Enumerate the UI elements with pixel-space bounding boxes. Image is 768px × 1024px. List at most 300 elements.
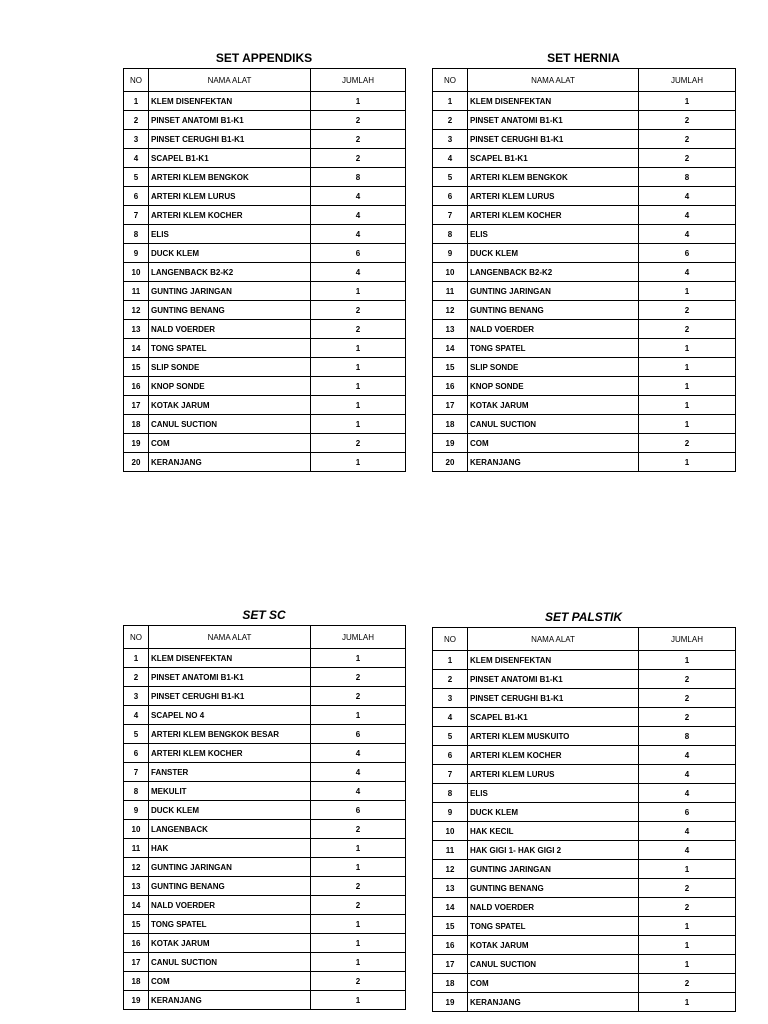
row-no: 2 [124, 668, 149, 687]
instrument-name: KOTAK JARUM [149, 396, 311, 415]
instrument-name: LANGENBACK B2-K2 [149, 263, 311, 282]
table-row [124, 858, 406, 877]
row-no: 12 [124, 858, 149, 877]
row-no: 3 [433, 130, 468, 149]
row-no: 7 [124, 206, 149, 225]
instrument-name: GUNTING BENANG [468, 879, 639, 898]
row-no: 12 [433, 301, 468, 320]
instrument-table [432, 68, 736, 472]
row-no: 7 [433, 765, 468, 784]
instrument-qty: 4 [639, 841, 736, 860]
row-no: 20 [124, 453, 149, 472]
instrument-name: ARTERI KLEM LURUS [468, 187, 639, 206]
col-header-no: NO [433, 628, 468, 651]
instrument-name: HAK GIGI 1- HAK GIGI 2 [468, 841, 639, 860]
table-row [433, 339, 736, 358]
row-no: 11 [124, 282, 149, 301]
instrument-name: ARTERI KLEM LURUS [468, 765, 639, 784]
instrument-qty: 4 [639, 784, 736, 803]
instrument-name: KERANJANG [149, 453, 311, 472]
instrument-name: GUNTING BENANG [149, 301, 311, 320]
instrument-qty: 1 [639, 993, 736, 1012]
instrument-qty: 1 [311, 649, 406, 668]
row-no: 8 [124, 225, 149, 244]
col-header-name: NAMA ALAT [149, 626, 311, 649]
row-no: 11 [433, 841, 468, 860]
row-no: 18 [124, 972, 149, 991]
set-title: SET PALSTIK [544, 610, 623, 624]
instrument-name: CANUL SUCTION [468, 415, 639, 434]
col-header-no: NO [124, 626, 149, 649]
table-row [124, 225, 406, 244]
col-header-no: NO [433, 69, 468, 92]
row-no: 6 [433, 746, 468, 765]
table-row [433, 149, 736, 168]
instrument-name: FANSTER [149, 763, 311, 782]
instrument-name: GUNTING JARINGAN [149, 282, 311, 301]
row-no: 10 [433, 822, 468, 841]
row-no: 17 [124, 953, 149, 972]
table-row [124, 358, 406, 377]
instrument-qty: 1 [311, 858, 406, 877]
table-row [433, 860, 736, 879]
table-row [124, 934, 406, 953]
instrument-qty: 2 [311, 896, 406, 915]
instrument-qty: 1 [311, 934, 406, 953]
instrument-qty: 2 [639, 898, 736, 917]
instrument-name: PINSET ANATOMI B1-K1 [149, 111, 311, 130]
instrument-qty: 8 [311, 168, 406, 187]
instrument-qty: 1 [639, 415, 736, 434]
instrument-name: SCAPEL B1-K1 [468, 708, 639, 727]
instrument-name: GUNTING BENANG [149, 877, 311, 896]
row-no: 16 [433, 377, 468, 396]
row-no: 16 [433, 936, 468, 955]
instrument-name: ARTERI KLEM LURUS [149, 187, 311, 206]
row-no: 7 [124, 763, 149, 782]
instrument-name: KOTAK JARUM [468, 396, 639, 415]
instrument-name: ELIS [149, 225, 311, 244]
instrument-qty: 1 [639, 282, 736, 301]
row-no: 19 [124, 434, 149, 453]
instrument-qty: 1 [639, 955, 736, 974]
table-row [433, 974, 736, 993]
instrument-name: GUNTING BENANG [468, 301, 639, 320]
instrument-qty: 2 [311, 149, 406, 168]
instrument-name: ARTERI KLEM KOCHER [149, 744, 311, 763]
instrument-qty: 1 [639, 917, 736, 936]
instrument-name: PINSET ANATOMI B1-K1 [149, 668, 311, 687]
instrument-name: KERANJANG [468, 453, 639, 472]
table-row [124, 396, 406, 415]
instrument-qty: 1 [311, 339, 406, 358]
row-no: 13 [124, 320, 149, 339]
row-no: 20 [433, 453, 468, 472]
col-header-no: NO [124, 69, 149, 92]
row-no: 4 [124, 149, 149, 168]
instrument-qty: 4 [639, 187, 736, 206]
instrument-qty: 2 [639, 320, 736, 339]
row-no: 12 [433, 860, 468, 879]
instrument-qty: 4 [311, 782, 406, 801]
table-row [124, 782, 406, 801]
table-row [433, 670, 736, 689]
instrument-name: COM [468, 434, 639, 453]
row-no: 5 [433, 727, 468, 746]
instrument-qty: 1 [311, 453, 406, 472]
table-row [124, 649, 406, 668]
instrument-qty: 1 [639, 339, 736, 358]
instrument-qty: 2 [639, 130, 736, 149]
instrument-qty: 2 [311, 668, 406, 687]
table-row [433, 130, 736, 149]
row-no: 14 [124, 339, 149, 358]
instrument-name: PINSET CERUGHI B1-K1 [149, 130, 311, 149]
row-no: 8 [433, 784, 468, 803]
instrument-name: KLEM DISENFEKTAN [149, 92, 311, 111]
instrument-name: DUCK KLEM [149, 244, 311, 263]
instrument-name: ARTERI KLEM KOCHER [468, 746, 639, 765]
instrument-qty: 2 [639, 670, 736, 689]
row-no: 13 [124, 877, 149, 896]
instrument-name: KERANJANG [468, 993, 639, 1012]
instrument-qty: 1 [311, 915, 406, 934]
table-row [433, 320, 736, 339]
row-no: 17 [433, 955, 468, 974]
row-no: 13 [433, 320, 468, 339]
instrument-name: KNOP SONDE [149, 377, 311, 396]
instrument-qty: 2 [311, 301, 406, 320]
table-row [124, 149, 406, 168]
row-no: 19 [433, 993, 468, 1012]
instrument-name: DUCK KLEM [149, 801, 311, 820]
row-no: 1 [124, 92, 149, 111]
set-appendiks-block [123, 48, 405, 472]
instrument-name: KOTAK JARUM [149, 934, 311, 953]
row-no: 15 [433, 917, 468, 936]
table-row [433, 651, 736, 670]
instrument-name: GUNTING JARINGAN [149, 858, 311, 877]
col-header-qty: JUMLAH [639, 628, 736, 651]
instrument-qty: 2 [311, 877, 406, 896]
instrument-name: PINSET CERUGHI B1-K1 [149, 687, 311, 706]
table-row [124, 991, 406, 1010]
col-header-qty: JUMLAH [311, 626, 406, 649]
table-row [433, 282, 736, 301]
table-row [124, 453, 406, 472]
instrument-qty: 4 [311, 744, 406, 763]
table-row [124, 763, 406, 782]
instrument-qty: 1 [311, 839, 406, 858]
instrument-name: NALD VOERDER [468, 898, 639, 917]
instrument-qty: 1 [639, 453, 736, 472]
table-row [433, 822, 736, 841]
instrument-name: COM [468, 974, 639, 993]
row-no: 8 [124, 782, 149, 801]
table-row [124, 263, 406, 282]
instrument-qty: 1 [311, 92, 406, 111]
row-no: 15 [124, 358, 149, 377]
instrument-name: COM [149, 972, 311, 991]
instrument-name: MEKULIT [149, 782, 311, 801]
row-no: 11 [433, 282, 468, 301]
table-row [433, 301, 736, 320]
table-row [124, 820, 406, 839]
table-row [433, 898, 736, 917]
row-no: 14 [433, 898, 468, 917]
instrument-qty: 6 [639, 803, 736, 822]
table-row [433, 263, 736, 282]
instrument-qty: 1 [639, 358, 736, 377]
set-title: SET HERNIA [547, 51, 620, 65]
table-row [124, 415, 406, 434]
instrument-qty: 2 [639, 149, 736, 168]
instrument-qty: 1 [311, 377, 406, 396]
instrument-name: KOTAK JARUM [468, 936, 639, 955]
instrument-qty: 1 [311, 282, 406, 301]
table-row [124, 320, 406, 339]
instrument-qty: 6 [311, 244, 406, 263]
instrument-qty: 2 [639, 301, 736, 320]
instrument-qty: 2 [639, 689, 736, 708]
table-row [433, 727, 736, 746]
table-row [124, 687, 406, 706]
instrument-name: SLIP SONDE [149, 358, 311, 377]
row-no: 7 [433, 206, 468, 225]
row-no: 15 [433, 358, 468, 377]
instrument-name: COM [149, 434, 311, 453]
table-row [124, 111, 406, 130]
instrument-qty: 2 [639, 111, 736, 130]
instrument-qty: 1 [311, 953, 406, 972]
instrument-qty: 4 [639, 746, 736, 765]
instrument-name: NALD VOERDER [149, 320, 311, 339]
instrument-table [432, 627, 736, 1012]
instrument-qty: 2 [311, 972, 406, 991]
table-row [433, 917, 736, 936]
row-no: 4 [124, 706, 149, 725]
instrument-qty: 1 [311, 991, 406, 1010]
instrument-name: ARTERI KLEM BENGKOK [149, 168, 311, 187]
instrument-name: NALD VOERDER [468, 320, 639, 339]
table-row [124, 972, 406, 991]
instrument-qty: 2 [639, 879, 736, 898]
instrument-name: SCAPEL B1-K1 [468, 149, 639, 168]
row-no: 16 [124, 934, 149, 953]
instrument-name: SLIP SONDE [468, 358, 639, 377]
instrument-qty: 8 [639, 168, 736, 187]
instrument-name: GUNTING JARINGAN [468, 860, 639, 879]
table-row [124, 187, 406, 206]
table-row [124, 744, 406, 763]
row-no: 6 [124, 187, 149, 206]
instrument-qty: 2 [639, 974, 736, 993]
row-no: 18 [433, 415, 468, 434]
instrument-qty: 6 [639, 244, 736, 263]
table-row [433, 784, 736, 803]
row-no: 2 [433, 111, 468, 130]
table-row [433, 111, 736, 130]
col-header-name: NAMA ALAT [149, 69, 311, 92]
table-row [124, 896, 406, 915]
instrument-name: ARTERI KLEM KOCHER [149, 206, 311, 225]
instrument-name: GUNTING JARINGAN [468, 282, 639, 301]
table-row [124, 244, 406, 263]
table-row [433, 746, 736, 765]
table-row [124, 668, 406, 687]
set-palstik-block [432, 607, 735, 1012]
instrument-qty: 6 [311, 801, 406, 820]
col-header-name: NAMA ALAT [468, 628, 639, 651]
table-row [433, 168, 736, 187]
instrument-qty: 2 [311, 111, 406, 130]
table-row [433, 689, 736, 708]
row-no: 19 [124, 991, 149, 1010]
instrument-qty: 4 [639, 206, 736, 225]
set-hernia-block [432, 48, 735, 472]
instrument-qty: 1 [639, 92, 736, 111]
table-row [124, 92, 406, 111]
instrument-qty: 1 [639, 860, 736, 879]
row-no: 3 [124, 130, 149, 149]
table-row [433, 453, 736, 472]
table-row [433, 955, 736, 974]
row-no: 15 [124, 915, 149, 934]
row-no: 3 [124, 687, 149, 706]
row-no: 10 [433, 263, 468, 282]
table-row [433, 225, 736, 244]
row-no: 12 [124, 301, 149, 320]
instrument-table [123, 625, 406, 1010]
instrument-name: ARTERI KLEM BENGKOK [468, 168, 639, 187]
row-no: 5 [124, 168, 149, 187]
set-title: SET SC [242, 608, 286, 622]
row-no: 17 [124, 396, 149, 415]
instrument-name: HAK KECIL [468, 822, 639, 841]
instrument-name: SCAPEL B1-K1 [149, 149, 311, 168]
row-no: 2 [124, 111, 149, 130]
table-row [124, 377, 406, 396]
row-no: 1 [433, 651, 468, 670]
instrument-qty: 4 [311, 187, 406, 206]
table-row [433, 377, 736, 396]
table-row [433, 765, 736, 784]
row-no: 9 [124, 244, 149, 263]
instrument-qty: 1 [311, 396, 406, 415]
row-no: 13 [433, 879, 468, 898]
instrument-name: ARTERI KLEM KOCHER [468, 206, 639, 225]
instrument-qty: 1 [311, 358, 406, 377]
instrument-name: TONG SPATEL [468, 339, 639, 358]
table-row [433, 803, 736, 822]
table-row [433, 708, 736, 727]
table-row [124, 706, 406, 725]
table-row [433, 993, 736, 1012]
table-row [433, 841, 736, 860]
instrument-name: LANGENBACK [149, 820, 311, 839]
instrument-name: NALD VOERDER [149, 896, 311, 915]
table-row [433, 187, 736, 206]
instrument-name: CANUL SUCTION [149, 953, 311, 972]
instrument-qty: 2 [639, 434, 736, 453]
table-row [124, 725, 406, 744]
instrument-name: KNOP SONDE [468, 377, 639, 396]
instrument-qty: 1 [639, 377, 736, 396]
instrument-name: ELIS [468, 225, 639, 244]
col-header-qty: JUMLAH [639, 69, 736, 92]
table-row [124, 839, 406, 858]
row-no: 19 [433, 434, 468, 453]
row-no: 17 [433, 396, 468, 415]
row-no: 16 [124, 377, 149, 396]
row-no: 18 [124, 415, 149, 434]
instrument-name: TONG SPATEL [468, 917, 639, 936]
table-row [433, 415, 736, 434]
instrument-name: LANGENBACK B2-K2 [468, 263, 639, 282]
row-no: 6 [124, 744, 149, 763]
instrument-name: PINSET ANATOMI B1-K1 [468, 670, 639, 689]
instrument-name: DUCK KLEM [468, 244, 639, 263]
instrument-qty: 2 [311, 130, 406, 149]
row-no: 9 [433, 803, 468, 822]
instrument-name: PINSET ANATOMI B1-K1 [468, 111, 639, 130]
table-row [433, 206, 736, 225]
row-no: 1 [433, 92, 468, 111]
instrument-name: PINSET CERUGHI B1-K1 [468, 130, 639, 149]
row-no: 9 [433, 244, 468, 263]
row-no: 3 [433, 689, 468, 708]
table-row [124, 301, 406, 320]
row-no: 6 [433, 187, 468, 206]
table-row [433, 396, 736, 415]
table-row [124, 168, 406, 187]
instrument-qty: 4 [311, 225, 406, 244]
instrument-qty: 2 [311, 434, 406, 453]
row-no: 5 [433, 168, 468, 187]
instrument-qty: 1 [311, 415, 406, 434]
row-no: 11 [124, 839, 149, 858]
table-row [124, 282, 406, 301]
instrument-name: SCAPEL NO 4 [149, 706, 311, 725]
row-no: 9 [124, 801, 149, 820]
table-row [433, 92, 736, 111]
table-row [124, 434, 406, 453]
row-no: 14 [433, 339, 468, 358]
instrument-qty: 4 [639, 263, 736, 282]
instrument-name: HAK [149, 839, 311, 858]
col-header-name: NAMA ALAT [468, 69, 639, 92]
instrument-table [123, 68, 406, 472]
row-no: 1 [124, 649, 149, 668]
table-row [124, 801, 406, 820]
instrument-qty: 2 [311, 820, 406, 839]
instrument-name: ARTERI KLEM BENGKOK BESAR [149, 725, 311, 744]
instrument-name: KLEM DISENFEKTAN [468, 651, 639, 670]
table-row [433, 879, 736, 898]
instrument-name: ARTERI KLEM MUSKUITO [468, 727, 639, 746]
instrument-name: PINSET CERUGHI B1-K1 [468, 689, 639, 708]
table-row [433, 434, 736, 453]
instrument-qty: 1 [639, 396, 736, 415]
instrument-qty: 1 [639, 651, 736, 670]
row-no: 14 [124, 896, 149, 915]
instrument-qty: 6 [311, 725, 406, 744]
set-sc-block [123, 605, 405, 1010]
instrument-name: TONG SPATEL [149, 915, 311, 934]
instrument-qty: 1 [311, 706, 406, 725]
instrument-name: TONG SPATEL [149, 339, 311, 358]
instrument-name: KLEM DISENFEKTAN [468, 92, 639, 111]
